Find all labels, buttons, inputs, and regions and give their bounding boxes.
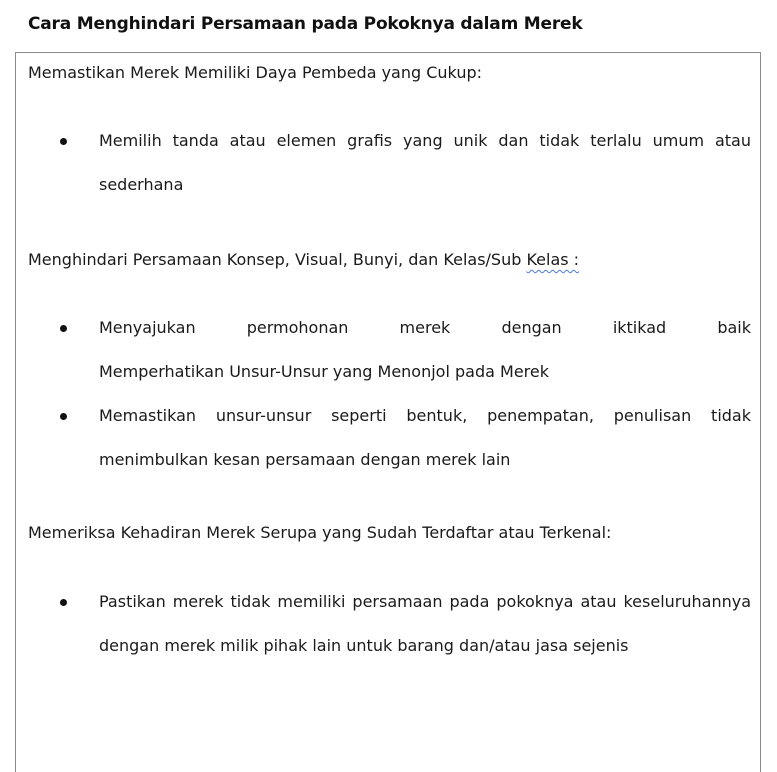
section-heading-avoid-similarity (28, 250, 579, 269)
section-heading-distinctiveness: Memastikan Merek Memiliki Daya Pembeda yang Cukup: (28, 63, 483, 82)
list-item-good-faith: Menyajukan permohonan merek dengan iktikad baik (99, 318, 751, 337)
bullet-icon (60, 406, 74, 420)
list-item-no-similarity: Pastikan merek tidak memiliki persamaan pada pokoknya atau keseluruhannya dengan merek milik pihak lain untuk barang dan/atau jasa sejenis (99, 592, 751, 655)
list-item-prominent-elements: Memperhatikan Unsur-Unsur yang Menonjol pada Merek (99, 362, 549, 381)
bullet-icon (60, 318, 74, 332)
list-item-unique-sign: Memilih tanda atau elemen grafis yang unik dan tidak terlalu umum atau sederhana (99, 131, 751, 194)
heading-text: Menghindari Persamaan Konsep, Visual, Bunyi, dan Kelas/Sub (28, 250, 527, 269)
section-heading-check-existing: Memeriksa Kehadiran Merek Serupa yang Sudah Terdaftar atau Terkenal: (28, 523, 612, 542)
document-title: Cara Menghindari Persamaan pada Pokoknya dalam Merek (28, 14, 583, 34)
list-item-form-placement: Memastikan unsur-unsur seperti bentuk, penempatan, penulisan tidak menimbulkan kesan persamaan dengan merek lain (99, 406, 751, 469)
spellcheck-flagged-word: Kelas : (526, 250, 580, 269)
bullet-icon (60, 131, 74, 145)
bullet-icon (60, 592, 74, 606)
